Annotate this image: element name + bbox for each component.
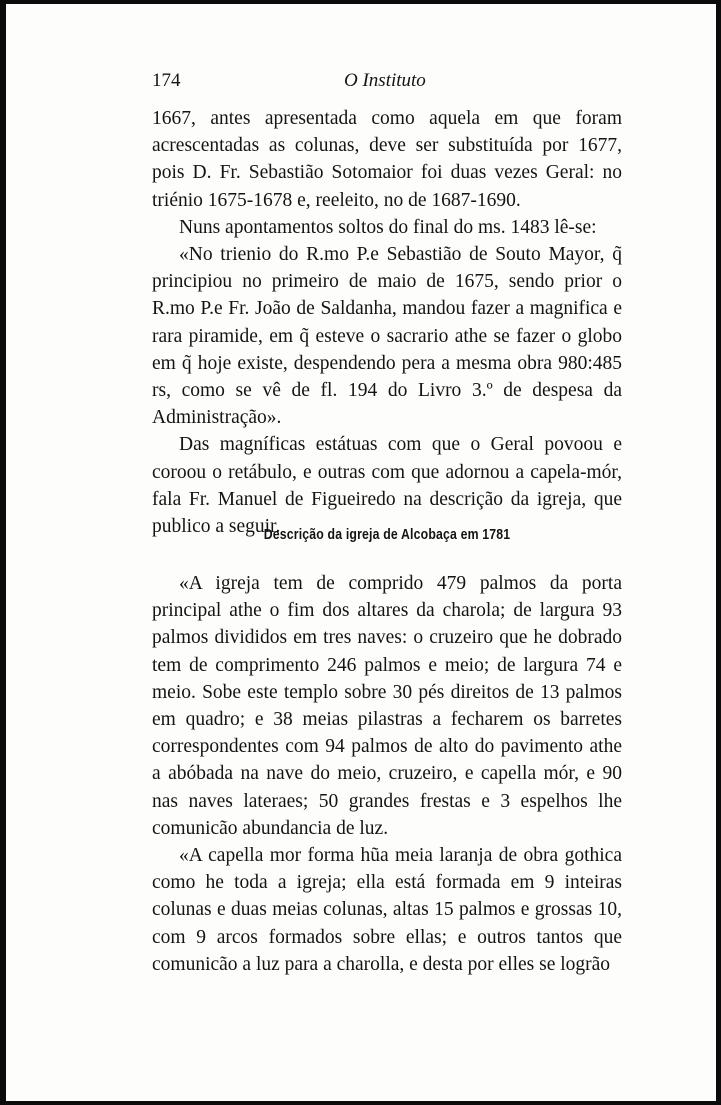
paragraph: 1667, antes apresentada como aquela em que foram acrescentadas as colunas, deve ser substituída por 1677, pois D. Fr. Sebastião Sotomaior foi duas vezes Geral: no triénio 1675-1678 e, reeleito, no de 1687-1690.	[152, 108, 622, 211]
body-text-top	[152, 105, 622, 540]
running-title: O Instituto	[344, 70, 426, 91]
paragraph: Das magníficas estátuas com que o Geral povoou e coroou o retábulo, e outras com que adornou a capela-mór, fala Fr. Manuel de Figueiredo na descrição da igreja, que publico a seguir.	[152, 434, 622, 538]
body-text-bottom	[152, 570, 622, 978]
quotation-paragraph: «No trienio do R.mo P.e Sebastião de Souto Mayor, q̃ principiou no primeiro de maio de 1675, sendo prior o R.mo P.e Fr. João de Saldanha, mandou fazer a magnifica e rara piramide, em q̃ esteve o sacrario athe se fazer o globo em q̃ hoje existe, despendendo pera a mesma obra 980:485 rs, como se vê de fl. 194 do Livro 3.º de despesa da Administração».	[152, 244, 622, 429]
quotation-paragraph: «A capella mor forma hũa meia laranja de obra gothica como he toda a igreja; ella está formada em 9 inteiras colunas e duas meias colunas, altas 15 palmos e grossas 10, com 9 arcos formados sobre ellas; e outros tantos que comunicão a luz para a charolla, e desta por elles se logrão	[152, 845, 622, 975]
paragraph: Nuns apontamentos soltos do final do ms. 1483 lê-se:	[179, 216, 597, 238]
quotation-paragraph: «A igreja tem de comprido 479 palmos da porta principal athe o fim dos altares da charola; de largura 93 palmos divididos em tres naves: o cruzeiro que he dobrado tem de comprimento 246 palmos e meio; de largura 74 e meio. Sobe este templo sobre 30 pés direitos de 13 palmos em quadro; e 38 meias pilastras a fecharem os barretes correspondentes com 94 palmos de alto do pavimento athe a abóbada na nave do meio, cruzeiro, e capella mór, e 90 nas naves lateraes; 50 grandes frestas e 3 espelhos lhe comunicão abundancia de luz.	[152, 573, 622, 839]
page-number: 174	[152, 70, 181, 91]
section-heading: Descrição da igreja de Alcobaça em 1781	[263, 526, 511, 543]
page-header	[152, 70, 622, 94]
